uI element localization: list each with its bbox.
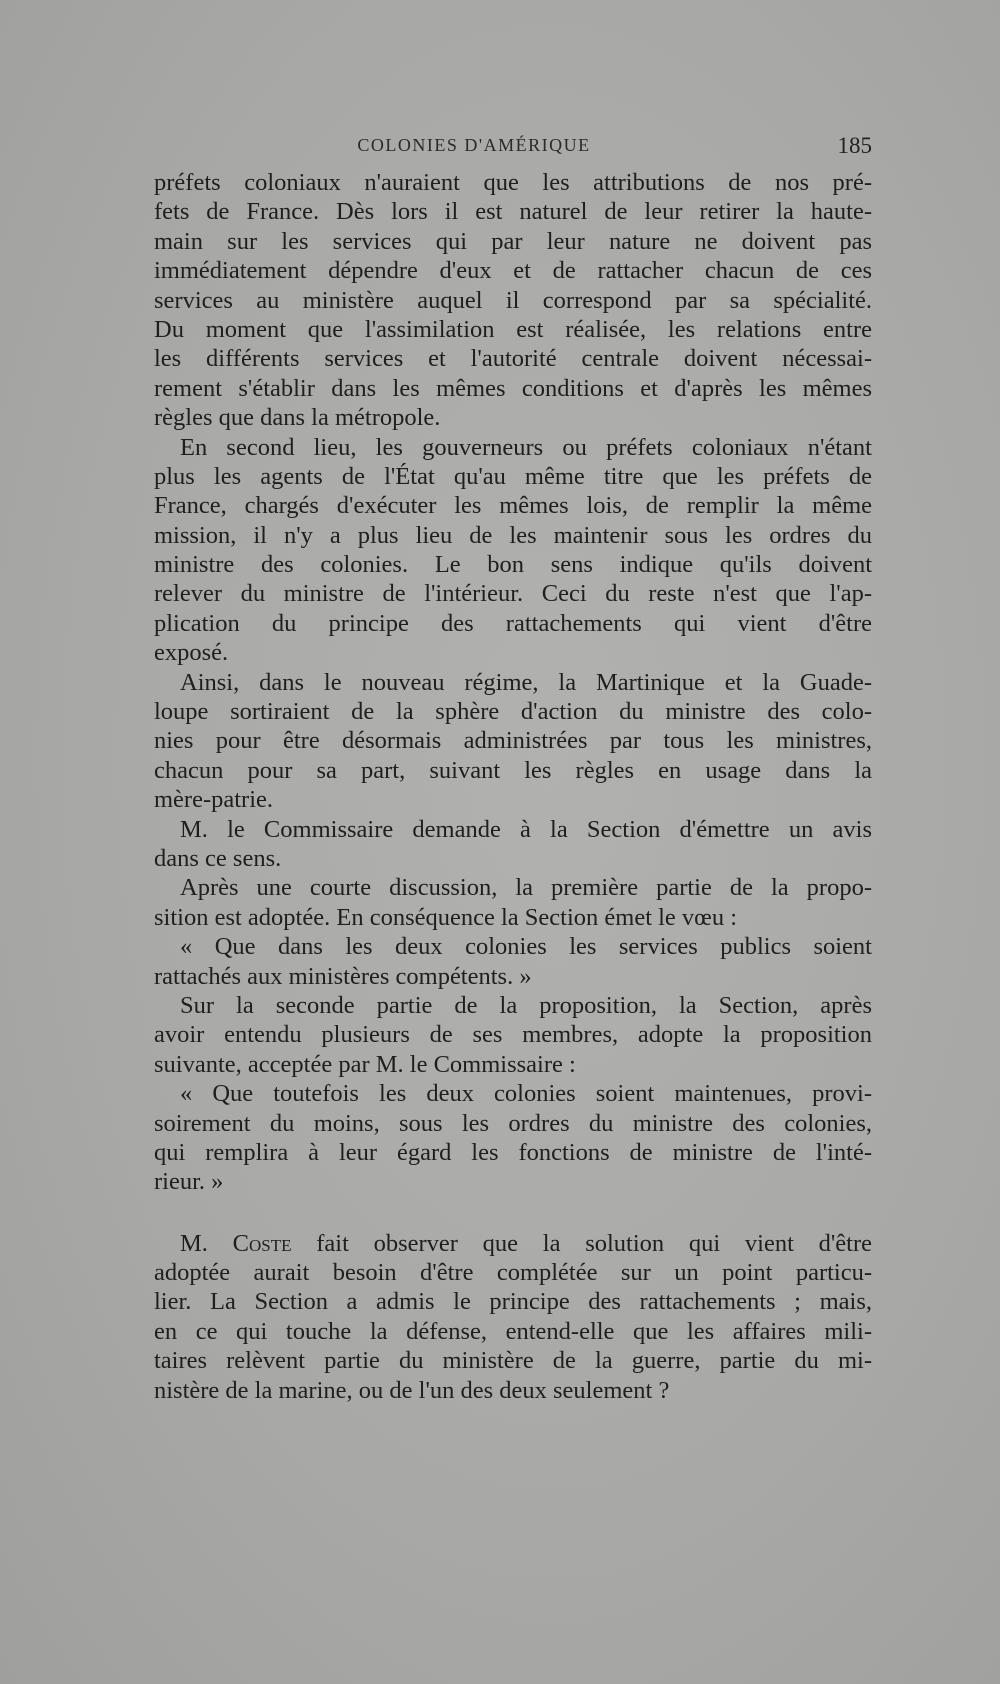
text-line: nistère de la marine, ou de l'un des deux seulement ? — [154, 1376, 670, 1404]
text-line: « Que dans les deux colonies les services publics soient — [180, 933, 872, 961]
text-line: avoir entendu plusieurs de ses membres, adopte la proposition — [154, 1021, 872, 1049]
text-line: mère-patrie. — [154, 786, 274, 814]
text-line: les différents services et l'autorité centrale doivent nécessai- — [154, 345, 872, 373]
text-line: plication du principe des rattachements qui vient d'être — [154, 609, 872, 637]
text-line — [154, 1229, 872, 1258]
text-line: règles que dans la métropole. — [154, 404, 441, 432]
body-text — [154, 168, 872, 1405]
text-line: sition est adoptée. En conséquence la Section émet le vœu : — [154, 903, 738, 931]
text-line: main sur les services qui par leur nature ne doivent pas — [154, 227, 872, 255]
text-line: dans ce sens. — [154, 844, 282, 872]
paragraph — [154, 815, 872, 874]
speaker-prefix: M. — [180, 1229, 208, 1257]
speaker-name: Coste — [232, 1229, 292, 1257]
text-line: Du moment que l'assimilation est réalisée, les relations entre — [154, 315, 872, 343]
section-gap — [154, 1197, 872, 1229]
text-line: fets de France. Dès lors il est naturel de leur retirer la haute- — [154, 198, 872, 226]
text-line: plus les agents de l'État qu'au même titre que les préfets de — [154, 462, 872, 490]
text-line: mission, il n'y a plus lieu de les maintenir sous les ordres du — [154, 521, 872, 549]
text-line: Après une courte discussion, la première partie de la propo- — [180, 874, 872, 902]
text-line: préfets coloniaux n'auraient que les attributions de nos pré- — [154, 169, 872, 196]
text-line: en ce qui touche la défense, entend-elle que les affaires mili- — [154, 1317, 872, 1345]
text-line: services au ministère auquel il correspond par sa spécialité. — [154, 286, 872, 314]
paragraph — [154, 991, 872, 1079]
text-line: relever du ministre de l'intérieur. Ceci du reste n'est que l'ap- — [154, 580, 872, 608]
paragraph — [154, 668, 872, 815]
paragraph-coste — [154, 1229, 872, 1405]
text-line: Sur la seconde partie de la proposition, la Section, après — [180, 991, 872, 1019]
text-line: rattachés aux ministères compétents. » — [154, 962, 532, 990]
text-line: exposé. — [154, 639, 229, 667]
text-line: loupe sortiraient de la sphère d'action du ministre des colo- — [154, 698, 872, 726]
paragraph — [154, 168, 872, 433]
text-line: En second lieu, les gouverneurs ou préfets coloniaux n'étant — [180, 433, 872, 461]
text-line: France, chargés d'exécuter les mêmes lois, de remplir la même — [154, 492, 872, 520]
text-line: chacun pour sa part, suivant les règles en usage dans la — [154, 756, 872, 784]
paragraph — [154, 433, 872, 668]
text-line: lier. La Section a admis le principe des rattachements ; mais, — [154, 1288, 872, 1316]
page-number: 185 — [837, 133, 872, 158]
quoted-resolution — [154, 1079, 872, 1197]
paragraph — [154, 873, 872, 932]
text-fragment: fait observer que la solution qui vient d'être — [316, 1229, 872, 1257]
text-line: soirement du moins, sous les ordres du ministre des colonies, — [154, 1109, 872, 1137]
text-line: immédiatement dépendre d'eux et de rattacher chacun de ces — [154, 257, 872, 285]
text-line: Ainsi, dans le nouveau régime, la Martinique et la Guade- — [180, 668, 872, 696]
running-title: COLONIES D'AMÉRIQUE — [357, 135, 591, 155]
text-line: suivante, acceptée par M. le Commissaire : — [154, 1050, 576, 1078]
quoted-resolution — [154, 932, 872, 991]
text-line: qui remplira à leur égard les fonctions de ministre de l'inté- — [154, 1138, 872, 1166]
text-line: adoptée aurait besoin d'être complétée sur un point particu- — [154, 1259, 872, 1287]
text-line: nies pour être désormais administrées par tous les ministres, — [154, 727, 872, 755]
text-line: rieur. » — [154, 1168, 224, 1196]
text-line: « Que toutefois les deux colonies soient maintenues, provi- — [180, 1080, 872, 1108]
text-line: ministre des colonies. Le bon sens indique qu'ils doivent — [154, 551, 872, 579]
text-line: M. le Commissaire demande à la Section d'émettre un avis — [180, 815, 872, 843]
text-line: rement s'établir dans les mêmes conditions et d'après les mêmes — [154, 374, 872, 402]
text-line: taires relèvent partie du ministère de la guerre, partie du mi- — [154, 1347, 872, 1375]
running-head — [154, 133, 872, 163]
